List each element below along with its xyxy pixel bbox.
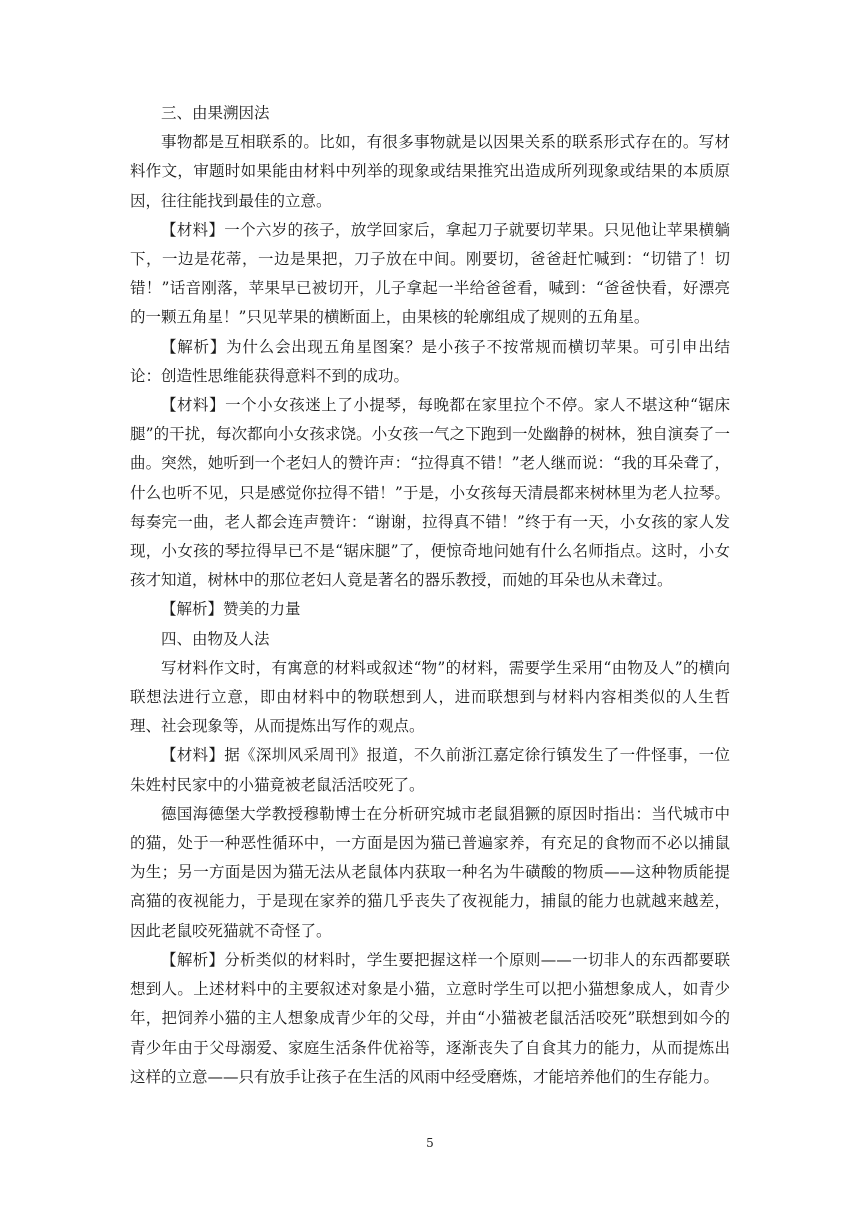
material-paragraph: 【材料】据《深圳风采周刊》报道，不久前浙江嘉定徐行镇发生了一件怪事，一位朱姓村民家中的小猫竟被老鼠活活咬死了。	[130, 746, 730, 794]
material-paragraph: 【材料】一个小女孩迷上了小提琴，每晚都在家里拉个不停。家人不堪这种“锯床腿”的干扰，每次都向小女孩求饶。小女孩一气之下跑到一处幽静的树林，独自演奏了一曲。突然，她听到一个老妇人的赞许声：“拉得真不错！”老人继而说：“我的耳朵聋了，什么也听不见，只是感觉你拉得不错！”于是，小女孩每天清晨都来树林里为老人拉琴。每奏完一曲，老人都会连声赞许：“谢谢，拉得真不错！”终于有一天，小女孩的家人发现，小女孩的琴拉得早已不是“锯床腿”了，便惊奇地问她有什么名师指点。这时，小女孩才知道，树林中的那位老妇人竟是著名的器乐教授，而她的耳朵也从未聋过。	[130, 396, 730, 590]
section-heading-4: 四、由物及人法	[161, 629, 270, 648]
analysis-paragraph: 【解析】为什么会出现五角星图案？是小孩子不按常规而横切苹果。可引申出结论：创造性思维能获得意料不到的成功。	[130, 337, 730, 385]
paragraph: 德国海德堡大学教授穆勒博士在分析研究城市老鼠猖獗的原因时指出：当代城市中的猫，处于一种恶性循环中，一方面是因为猫已普遍家养，有充足的食物而不必以捕鼠为生；另一方面是因为猫无法从老鼠体内获取一种名为牛磺酸的物质——这种物质能提高猫的夜视能力，于是现在家养的猫几乎丧失了夜视能力，捕鼠的能力也就越来越差，因此老鼠咬死猫就不奇怪了。	[130, 804, 730, 940]
page-number: 5	[426, 1136, 434, 1150]
analysis-paragraph: 【解析】赞美的力量	[161, 600, 301, 619]
body-text	[130, 99, 730, 1092]
material-paragraph: 【材料】一个六岁的孩子，放学回家后，拿起刀子就要切苹果。只见他让苹果横躺下，一边是花蒂，一边是果把，刀子放在中间。刚要切，爸爸赶忙喊到：“切错了！切错！”话音刚落，苹果早已被切开，儿子拿起一半给爸爸看，喊到：“爸爸快看，好漂亮的一颗五角星！”只见苹果的横断面上，由果核的轮廓组成了规则的五角星。	[130, 220, 730, 327]
section-heading-3: 三、由果溯因法	[161, 104, 270, 122]
paragraph: 写材料作文时，有寓意的材料或叙述“物”的材料，需要学生采用“由物及人”的横向联想法进行立意，即由材料中的物联想到人，进而联想到与材料内容相类似的人生哲理、社会现象等，从而提炼出写作的观点。	[130, 658, 730, 736]
paragraph: 事物都是互相联系的。比如，有很多事物就是以因果关系的联系形式存在的。写材料作文，审题时如果能由材料中列举的现象或结果推究出造成所列现象或结果的本质原因，往往能找到最佳的立意。	[130, 133, 730, 210]
analysis-paragraph: 【解析】分析类似的材料时，学生要把握这样一个原则——一切非人的东西都要联想到人。上述材料中的主要叙述对象是小猫，立意时学生可以把小猫想象成人，如青少年，把饲养小猫的主人想象成青少年的父母，并由“小猫被老鼠活活咬死”联想到如今的青少年由于父母溺爱、家庭生活条件优裕等，逐渐丧失了自食其力的能力，从而提炼出这样的立意——只有放手让孩子在生活的风雨中经受磨炼，才能培养他们的生存能力。	[130, 950, 730, 1086]
